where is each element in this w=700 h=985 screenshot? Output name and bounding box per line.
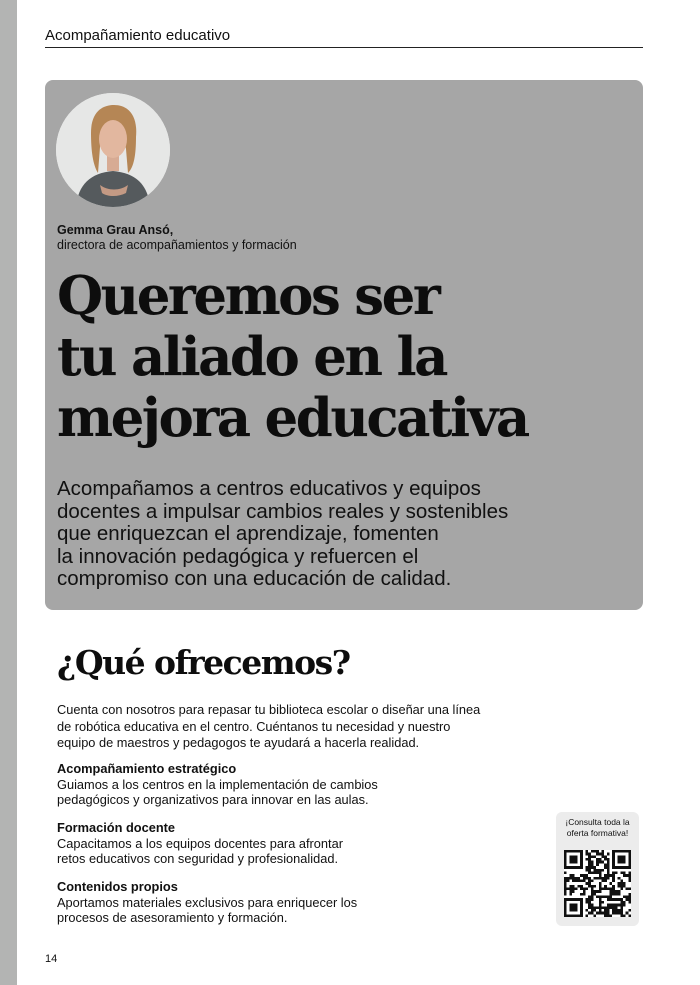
service-item [57,879,477,926]
qr-label [556,817,639,839]
page-number: 14 [45,953,58,965]
hero-intro [57,478,637,591]
qr-card[interactable] [556,812,639,926]
author-portrait-icon [56,93,170,207]
service-title: Acompañamiento estratégico [57,761,237,776]
service-description-line: Aportamos materiales exclusivos para enriquecer los [57,894,358,910]
service-item [57,820,477,867]
hero-intro-line: Acompañamos a centros educativos y equipos [57,477,481,500]
hero-intro-line: la innovación pedagógica y refuercen el [57,544,419,568]
hero-title-line: Queremos ser [57,265,439,327]
author-role: directora de acompañamientos y formación [57,238,297,252]
service-item [57,761,477,808]
section-header: Acompañamiento educativo [45,27,643,48]
offer-title: ¿Qué ofrecemos? [57,643,350,682]
offer-intro-line: de robótica educativa en el centro. Cuéntanos tu necesidad y nuestro [57,718,451,734]
service-description-line: retos educativos con seguridad y profesionalidad. [57,851,338,866]
qr-label-line: ¡Consulta toda la [565,817,630,827]
offer-intro-line: equipo de maestros y pedagogos te ayudará a hacerla realidad. [57,735,420,750]
service-description-line: Capacitamos a los equipos docentes para afrontar [57,835,343,851]
service-title: Formación docente [57,820,176,835]
qr-code-icon[interactable] [564,850,631,917]
service-description-line: pedagógicos y organizativos para innovar en las aulas. [57,792,369,807]
hero-intro-line: docentes a impulsar cambios reales y sostenibles [57,499,509,523]
service-title: Contenidos propios [57,879,178,894]
qr-label-line: oferta formativa! [566,828,629,838]
offer-intro [57,702,527,752]
offer-intro-line: Cuenta con nosotros para repasar tu biblioteca escolar o diseñar una línea [57,702,481,717]
service-description-line: Guiamos a los centros en la implementación de cambios [57,776,378,792]
author-photo [56,93,170,207]
hero-title-line: tu aliado en la [57,326,446,388]
left-color-strip [0,0,17,985]
hero-panel [45,80,643,610]
hero-title [57,266,637,449]
hero-title-line: mejora educativa [57,387,528,449]
author-name: Gemma Grau Ansó, [57,223,174,237]
service-description-line: procesos de asesoramiento y formación. [57,910,288,925]
hero-intro-line: que enriquezcan el aprendizaje, fomenten [57,522,439,545]
hero-intro-line: compromiso con una educación de calidad. [57,567,452,590]
